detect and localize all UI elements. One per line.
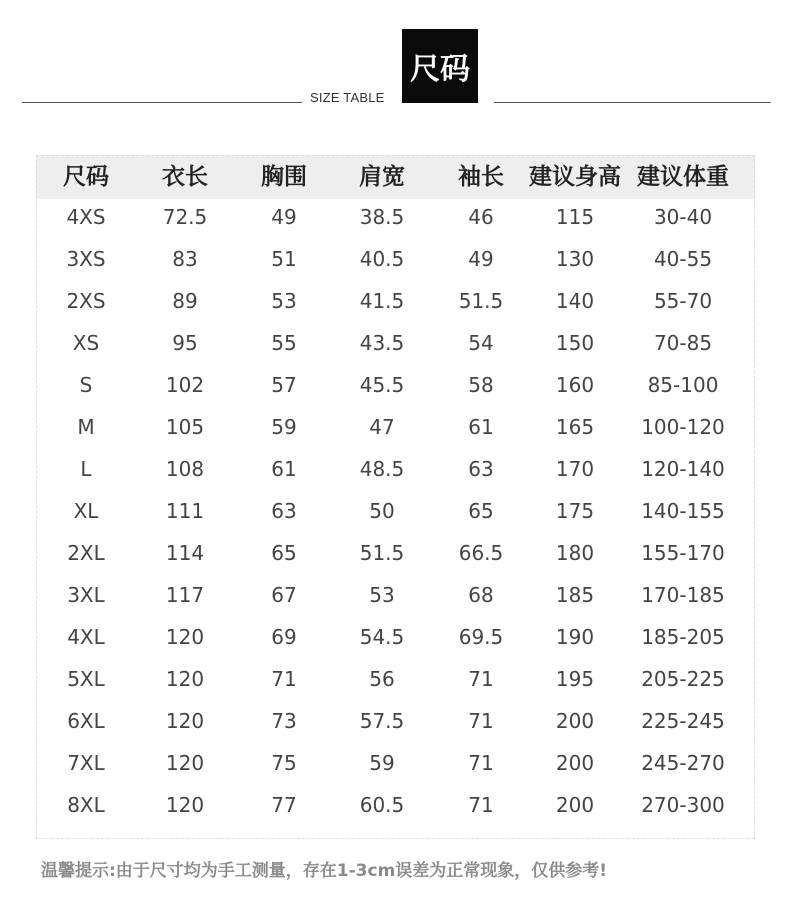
table-cell: 55-70 — [653, 289, 713, 313]
table-cell: 95 — [172, 331, 198, 355]
column-header: 尺码 — [63, 164, 109, 190]
table-cell: XL — [73, 499, 99, 523]
table-cell: 63 — [468, 457, 494, 481]
table-cell: 4XS — [66, 205, 106, 229]
table-cell: 55 — [271, 331, 297, 355]
column-header: 衣长 — [162, 164, 208, 190]
table-cell: 57 — [271, 373, 297, 397]
table-cell: 58 — [468, 373, 494, 397]
page-title: 尺码 — [402, 29, 478, 103]
table-cell: 245-270 — [641, 751, 725, 775]
table-cell: 77 — [271, 793, 297, 817]
table-cell: 59 — [369, 751, 395, 775]
table-cell: 73 — [271, 709, 297, 733]
table-cell: 71 — [271, 667, 297, 691]
table-cell: 51.5 — [458, 289, 504, 313]
table-cell: 53 — [369, 583, 395, 607]
column-header: 建议身高 — [529, 164, 621, 190]
header-rule-right — [494, 102, 771, 103]
table-cell: 61 — [271, 457, 297, 481]
table-cell: 180 — [555, 541, 595, 565]
table-cell: 3XL — [67, 583, 105, 607]
table-cell: 61 — [468, 415, 494, 439]
table-cell: 51.5 — [359, 541, 405, 565]
table-cell: 205-225 — [641, 667, 725, 691]
table-cell: 120 — [165, 709, 205, 733]
table-cell: 40-55 — [653, 247, 713, 271]
table-cell: 114 — [165, 541, 205, 565]
table-cell: 43.5 — [359, 331, 405, 355]
table-cell: L — [80, 457, 92, 481]
table-cell: 5XL — [67, 667, 105, 691]
table-cell: 150 — [555, 331, 595, 355]
table-cell: 2XS — [66, 289, 106, 313]
table-cell: 160 — [555, 373, 595, 397]
table-cell: 100-120 — [641, 415, 725, 439]
table-cell: 155-170 — [641, 541, 725, 565]
table-cell: 46 — [468, 205, 494, 229]
column-header: 建议体重 — [637, 164, 729, 190]
table-cell: 30-40 — [653, 205, 713, 229]
table-cell: 175 — [555, 499, 595, 523]
table-cell: 51 — [271, 247, 297, 271]
table-cell: 7XL — [67, 751, 105, 775]
table-cell: 200 — [555, 751, 595, 775]
column-header: 袖长 — [458, 164, 504, 190]
table-cell: 45.5 — [359, 373, 405, 397]
table-cell: 120 — [165, 793, 205, 817]
table-cell: 65 — [271, 541, 297, 565]
table-cell: 38.5 — [359, 205, 405, 229]
table-cell: 120 — [165, 667, 205, 691]
table-cell: 185-205 — [641, 625, 725, 649]
table-cell: 71 — [468, 667, 494, 691]
table-cell: 111 — [165, 499, 205, 523]
table-cell: 120 — [165, 751, 205, 775]
table-cell: 2XL — [67, 541, 105, 565]
column-header: 肩宽 — [359, 164, 405, 190]
table-cell: 102 — [165, 373, 205, 397]
table-cell: 200 — [555, 709, 595, 733]
table-cell: XS — [72, 331, 100, 355]
table-cell: M — [77, 415, 95, 439]
table-cell: 66.5 — [458, 541, 504, 565]
table-cell: 72.5 — [162, 205, 208, 229]
table-cell: 225-245 — [641, 709, 725, 733]
table-cell: 53 — [271, 289, 297, 313]
table-cell: 165 — [555, 415, 595, 439]
table-cell: 56 — [369, 667, 395, 691]
table-cell: 3XS — [66, 247, 106, 271]
footer-note: 温馨提示:由于尺寸均为手工测量，存在1-3cm误差为正常现象，仅供参考! — [41, 861, 608, 881]
table-cell: 195 — [555, 667, 595, 691]
table-cell: 41.5 — [359, 289, 405, 313]
table-cell: 69.5 — [458, 625, 504, 649]
table-cell: 71 — [468, 709, 494, 733]
table-cell: 69 — [271, 625, 297, 649]
table-cell: 60.5 — [359, 793, 405, 817]
table-cell: 59 — [271, 415, 297, 439]
table-cell: 120 — [165, 625, 205, 649]
table-cell: 40.5 — [359, 247, 405, 271]
table-cell: 54.5 — [359, 625, 405, 649]
table-cell: 117 — [165, 583, 205, 607]
table-cell: 71 — [468, 793, 494, 817]
table-cell: 105 — [165, 415, 205, 439]
table-cell: 130 — [555, 247, 595, 271]
table-cell: 49 — [468, 247, 494, 271]
table-cell: 67 — [271, 583, 297, 607]
table-cell: 108 — [165, 457, 205, 481]
table-cell: 120-140 — [641, 457, 725, 481]
header-rule-left — [22, 102, 302, 103]
table-cell: 57.5 — [359, 709, 405, 733]
table-cell: 49 — [271, 205, 297, 229]
size-table-subtitle: SIZE TABLE — [310, 90, 385, 105]
column-header: 胸围 — [261, 164, 307, 190]
table-cell: 71 — [468, 751, 494, 775]
table-cell: 85-100 — [647, 373, 719, 397]
table-cell: 65 — [468, 499, 494, 523]
table-cell: 170-185 — [641, 583, 725, 607]
table-cell: 8XL — [67, 793, 105, 817]
table-cell: 115 — [555, 205, 595, 229]
table-cell: 54 — [468, 331, 494, 355]
table-cell: 75 — [271, 751, 297, 775]
table-cell: 200 — [555, 793, 595, 817]
table-cell: 63 — [271, 499, 297, 523]
table-cell: 83 — [172, 247, 198, 271]
table-cell: 4XL — [67, 625, 105, 649]
table-cell: 170 — [555, 457, 595, 481]
table-cell: 70-85 — [653, 331, 713, 355]
table-cell: 68 — [468, 583, 494, 607]
table-cell: 6XL — [67, 709, 105, 733]
table-cell: 140 — [555, 289, 595, 313]
table-cell: 185 — [555, 583, 595, 607]
table-cell: 140-155 — [641, 499, 725, 523]
table-cell: S — [79, 373, 93, 397]
table-cell: 47 — [369, 415, 395, 439]
table-cell: 270-300 — [641, 793, 725, 817]
table-cell: 48.5 — [359, 457, 405, 481]
table-cell: 50 — [369, 499, 395, 523]
table-cell: 190 — [555, 625, 595, 649]
table-cell: 89 — [172, 289, 198, 313]
